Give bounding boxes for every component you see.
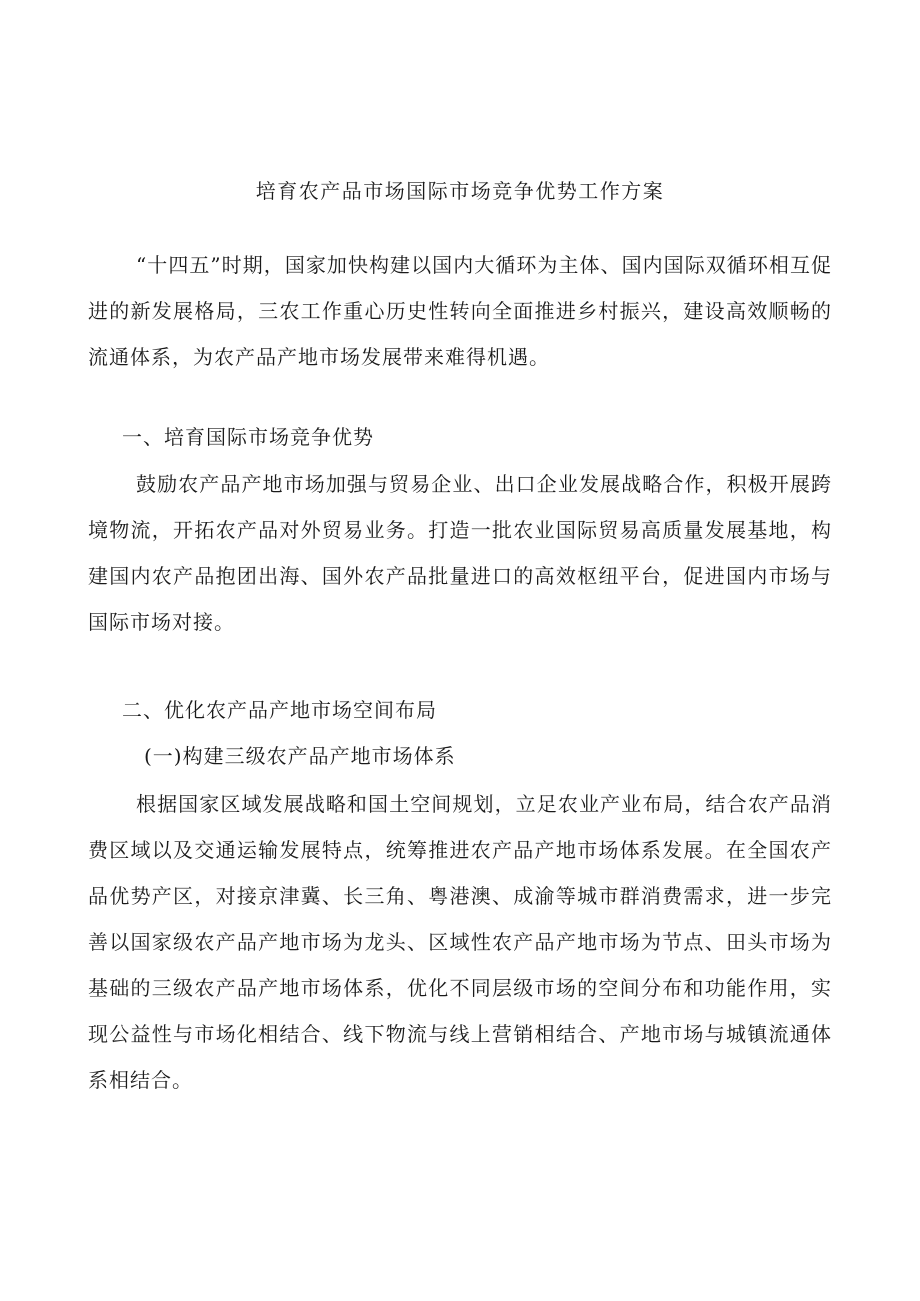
subsection-heading-1: (一)构建三级农产品产地市场体系 [144,744,456,768]
section-2-paragraph: 根据国家区域发展战略和国土空间规划，立足农业产业布局，结合农产品消费区域以及交通运输发展特点，统筹推进农产品产地市场体系发展。在全国农产品优势产区，对接京津冀、长三角、粤港澳、成渝等城市群消费需求，进一步完善以国家级农产品产地市场为龙头、区域性农产品产地市场为节点、田头市场为基础的三级农产品产地市场体系，优化不同层级市场的空间分布和功能作用，实现公益性与市场化相结合、线下物流与线上营销相结合、产地市场与城镇流通体系相结合。 [88,792,832,1092]
intro-paragraph: “十四五”时期，国家加快构建以国内大循环为主体、国内国际双循环相互促进的新发展格局，三农工作重心历史性转向全面推进乡村振兴，建设高效顺畅的流通体系，为农产品产地市场发展带来难得机遇。 [88,253,832,369]
section-1-paragraph: 鼓励农产品产地市场加强与贸易企业、出口企业发展战略合作，积极开展跨境物流，开拓农产品对外贸易业务。打造一批农业国际贸易高质量发展基地，构建国内农产品抱团出海、国外农产品批量进口的高效枢纽平台，促进国内市场与国际市场对接。 [88,472,832,634]
section-heading-1: 一、培育国际市场竞争优势 [122,425,374,449]
section-heading-2: 二、优化农产品产地市场空间布局 [122,698,437,722]
document-title: 培育农产品市场国际市场竞争优势工作方案 [255,179,665,203]
